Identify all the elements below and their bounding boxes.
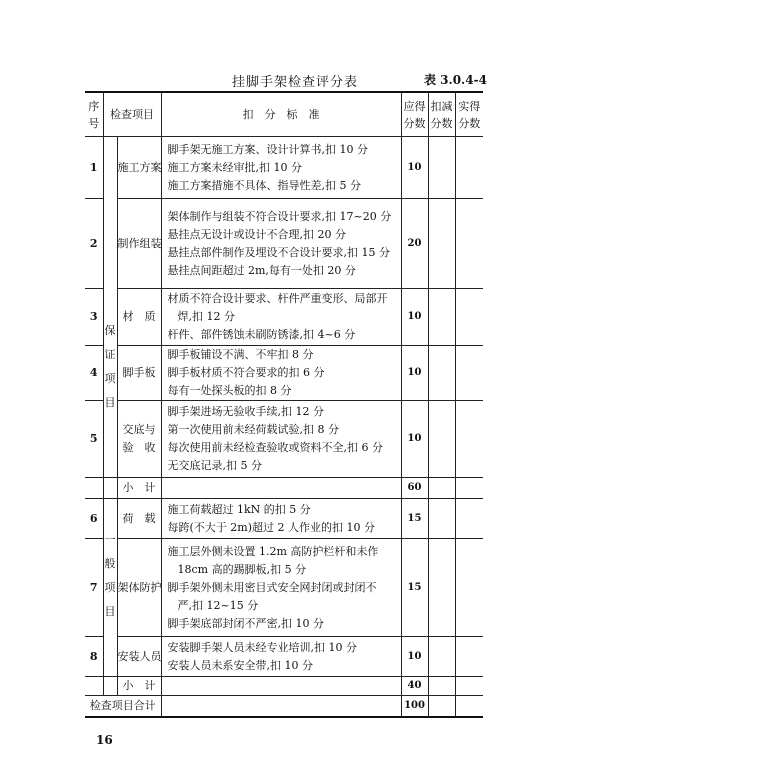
table-row: [85, 499, 483, 539]
table-row: [85, 637, 483, 677]
row-seq: 3: [85, 289, 103, 346]
row-seq: 1: [85, 137, 103, 199]
row-item: 荷 载: [117, 499, 161, 539]
row-seq: 6: [85, 499, 103, 539]
row-item: 架体防护: [117, 539, 161, 637]
row-actual: [455, 199, 483, 289]
row-actual: [455, 346, 483, 401]
subtotal-score: 60: [401, 478, 428, 499]
row-deduct: [428, 199, 455, 289]
row-standards: 安装脚手架人员未经专业培训,扣 10 分 安装人员未系安全带,扣 10 分: [161, 637, 401, 677]
row-deduct: [428, 539, 455, 637]
header-standard: 扣 分 标 准: [161, 92, 401, 137]
row-standards: 施工层外侧未设置 1.2m 高防护栏杆和未作 18cm 高的踢脚板,扣 5 分 脚手架外侧未用密目式安全网封闭或封闭不 严,扣 12~15 分 脚手架底部封闭不严密,扣 10 分: [161, 539, 401, 637]
row-item: 交底与 验 收: [117, 401, 161, 478]
table-title: 挂脚手架检查评分表: [232, 75, 359, 90]
row-item: 材 质: [117, 289, 161, 346]
row-deduct: [428, 499, 455, 539]
row-actual: [455, 289, 483, 346]
table-row: [85, 137, 483, 199]
table-row: [85, 539, 483, 637]
row-seq: 4: [85, 346, 103, 401]
table-number: 表 3.0.4-4: [424, 73, 487, 87]
score-table: [85, 91, 483, 718]
subtotal-score: 40: [401, 677, 428, 696]
row-seq: 8: [85, 637, 103, 677]
row-deduct: [428, 137, 455, 199]
table-row: [85, 199, 483, 289]
row-deduct: [428, 637, 455, 677]
row-deduct: [428, 289, 455, 346]
row-deduct: [428, 346, 455, 401]
row-seq: 2: [85, 199, 103, 289]
row-actual: [455, 539, 483, 637]
header-actual: 实得 分数: [455, 92, 483, 137]
row-actual: [455, 499, 483, 539]
row-item: 脚手板: [117, 346, 161, 401]
row-standards: 施工荷载超过 1kN 的扣 5 分 每跨(不大于 2m)超过 2 人作业的扣 10 分: [161, 499, 401, 539]
row-score: 20: [401, 199, 428, 289]
row-score: 10: [401, 289, 428, 346]
row-item: 制作组装: [117, 199, 161, 289]
subtotal-label: 小 计: [117, 478, 161, 499]
row-standards: 脚手架进场无验收手续,扣 12 分 第一次使用前未经荷载试验,扣 8 分 每次使用前未经检查验收或资料不全,扣 6 分 无交底记录,扣 5 分: [161, 401, 401, 478]
row-standards: 脚手架无施工方案、设计计算书,扣 10 分 施工方案未经审批,扣 10 分 施工方案措施不具体、指导性差,扣 5 分: [161, 137, 401, 199]
header-deduct: 扣减 分数: [428, 92, 455, 137]
row-score: 10: [401, 346, 428, 401]
group-label-guarantee: 保 证 项 目: [103, 137, 117, 478]
total-score: 100: [401, 696, 428, 717]
row-standards: 脚手板铺设不满、不牢扣 8 分 脚手板材质不符合要求的扣 6 分 每有一处探头板的扣 8 分: [161, 346, 401, 401]
subtotal-row: [85, 478, 483, 499]
total-row: [85, 696, 483, 717]
group-label-general: 一 般 项 目: [103, 499, 117, 677]
row-standards: 材质不符合设计要求、杆件严重变形、局部开 焊,扣 12 分 杆件、部件锈蚀未刷防锈漆,扣 4~6 分: [161, 289, 401, 346]
row-score: 10: [401, 637, 428, 677]
row-standards: 架体制作与组装不符合设计要求,扣 17~20 分 悬挂点无设计或设计不合理,扣 20 分 悬挂点部件制作及埋设不合设计要求,扣 15 分 悬挂点间距超过 2m,每有一处扣 20 分: [161, 199, 401, 289]
header-item: 检查项目: [103, 92, 161, 137]
row-score: 15: [401, 539, 428, 637]
row-seq: 5: [85, 401, 103, 478]
header-seq: 序 号: [85, 92, 103, 137]
row-deduct: [428, 401, 455, 478]
subtotal-label: 小 计: [117, 677, 161, 696]
table-row: [85, 401, 483, 478]
subtotal-row: [85, 677, 483, 696]
row-seq: 7: [85, 539, 103, 637]
total-label: 检查项目合计: [85, 696, 161, 717]
table-row: [85, 289, 483, 346]
row-actual: [455, 137, 483, 199]
page-number: 16: [96, 733, 113, 747]
row-item: 施工方案: [117, 137, 161, 199]
row-score: 15: [401, 499, 428, 539]
header-row: [85, 92, 483, 137]
table-row: [85, 346, 483, 401]
row-actual: [455, 401, 483, 478]
row-score: 10: [401, 401, 428, 478]
header-full-score: 应得 分数: [401, 92, 428, 137]
row-score: 10: [401, 137, 428, 199]
row-item: 安装人员: [117, 637, 161, 677]
row-actual: [455, 637, 483, 677]
